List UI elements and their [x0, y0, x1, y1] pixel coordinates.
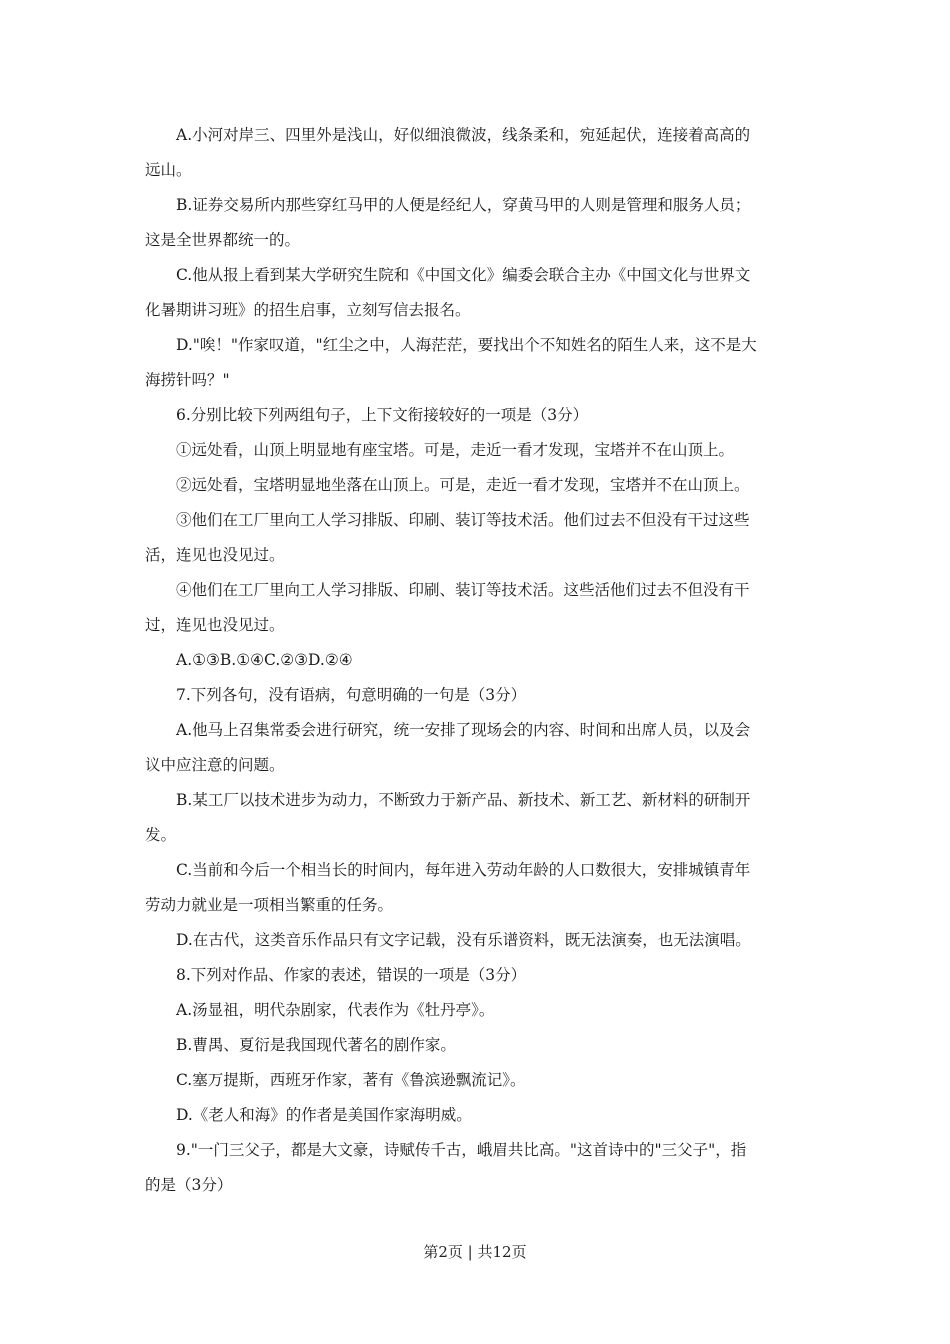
text-line: A.①③B.①④C.②③D.②④ [176, 651, 353, 669]
text-line: 活，连见也没见过。 [145, 546, 285, 564]
text-line: ①远处看，山顶上明显地有座宝塔。可是，走近一看才发现，宝塔并不在山顶上。 [176, 441, 735, 459]
text-line: 的是（3分） [145, 1176, 233, 1194]
text-line: D.在古代，这类音乐作品只有文字记载，没有乐谱资料，既无法演奏，也无法演唱。 [176, 931, 751, 949]
text-line: 8.下列对作品、作家的表述，错误的一项是（3分） [176, 966, 527, 984]
text-line: 7.下列各句，没有语病，句意明确的一句是（3分） [176, 686, 527, 704]
text-line: B.证券交易所内那些穿红马甲的人便是经纪人，穿黄马甲的人则是管理和服务人员； [176, 196, 751, 214]
text-line: 9."一门三父子，都是大文豪，诗赋传千古，峨眉共比高。"这首诗中的"三父子"，指 [176, 1141, 747, 1159]
page-footer: 第2页 | 共12页 [423, 1243, 527, 1261]
text-line: ②远处看，宝塔明显地坐落在山顶上。可是，走近一看才发现，宝塔并不在山顶上。 [176, 476, 750, 494]
text-line: B.曹禺、夏衍是我国现代著名的剧作家。 [176, 1036, 456, 1054]
text-line: 化暑期讲习班》的招生启事，立刻写信去报名。 [145, 301, 471, 319]
text-line: 发。 [145, 826, 177, 844]
text-line: C.他从报上看到某大学研究生院和《中国文化》编委会联合主办《中国文化与世界文 [176, 266, 751, 284]
text-line: 6.分别比较下列两组句子，上下文衔接较好的一项是（3分） [176, 406, 589, 424]
text-line: A.他马上召集常委会进行研究，统一安排了现场会的内容、时间和出席人员，以及会 [176, 721, 751, 739]
text-line: ④他们在工厂里向工人学习排版、印刷、装订等技术活。这些活他们过去不但没有干 [176, 581, 750, 599]
text-line: 海捞针吗？" [145, 371, 230, 389]
document-body [145, 118, 811, 1203]
text-line: B.某工厂以技术进步为动力，不断致力于新产品、新技术、新工艺、新材料的研制开 [176, 791, 751, 809]
text-line: ③他们在工厂里向工人学习排版、印刷、装订等技术活。他们过去不但没有干过这些 [176, 511, 750, 529]
text-line: C.当前和今后一个相当长的时间内，每年进入劳动年龄的人口数很大，安排城镇青年 [176, 861, 751, 879]
text-line: A.汤显祖，明代杂剧家，代表作为《牡丹亭》。 [176, 1001, 495, 1019]
text-line: D."唉！"作家叹道，"红尘之中，人海茫茫，要找出个不知姓名的陌生人来，这不是大 [176, 336, 757, 354]
text-line: A.小河对岸三、四里外是浅山，好似细浪微波，线条柔和，宛延起伏，连接着高高的 [176, 126, 751, 144]
text-line: C.塞万提斯，西班牙作家，著有《鲁滨逊飘流记》。 [176, 1071, 526, 1089]
text-line: 这是全世界都统一的。 [145, 231, 301, 249]
text-line: 过，连见也没见过。 [145, 616, 285, 634]
text-line: 劳动力就业是一项相当繁重的任务。 [145, 896, 394, 914]
text-line: 远山。 [145, 161, 192, 179]
text-line: 议中应注意的问题。 [145, 756, 285, 774]
text-line: D.《老人和海》的作者是美国作家海明威。 [176, 1106, 472, 1124]
